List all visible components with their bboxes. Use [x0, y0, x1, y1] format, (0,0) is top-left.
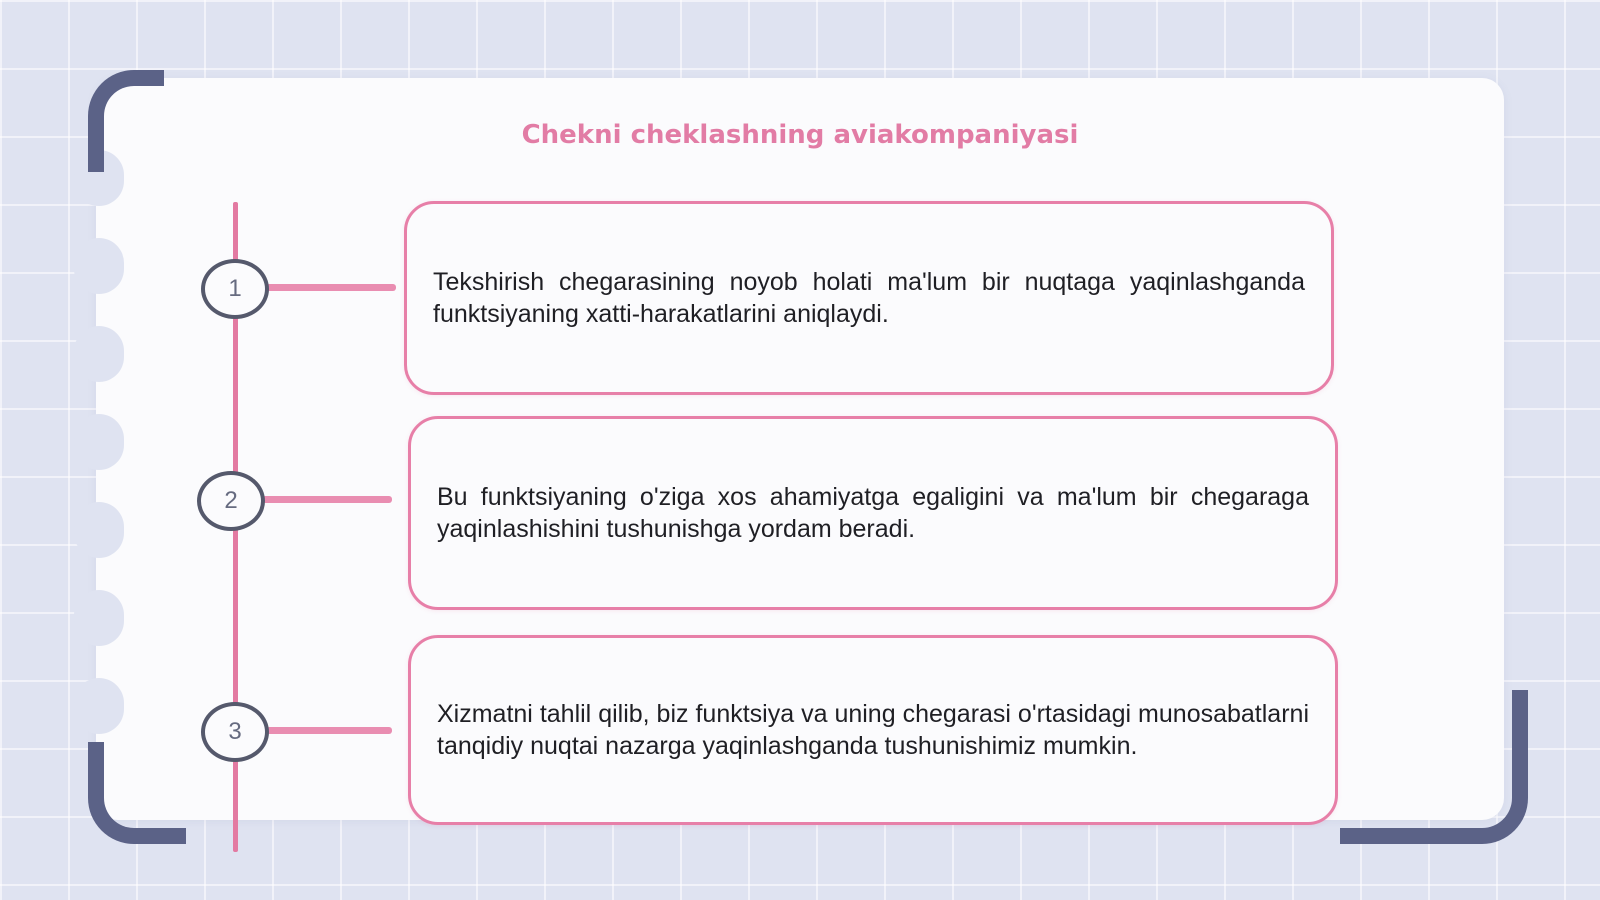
step-number: 2 [224, 487, 238, 514]
timeline-connector [266, 284, 396, 291]
corner-bracket-bottom-right [1340, 690, 1528, 844]
timeline-connector [266, 727, 392, 734]
corner-bracket-bottom-left [88, 742, 186, 844]
step-number-badge [201, 702, 269, 762]
step-card [404, 201, 1334, 395]
notebook-scallop [74, 238, 124, 294]
step-number-badge [197, 471, 265, 531]
step-number: 3 [228, 718, 242, 745]
step-number: 1 [228, 275, 242, 302]
step-card [408, 416, 1338, 610]
step-text: Tekshirish chegarasining noyob holati ma'lum bir nuqtaga yaqinlashganda funktsiyaning xatti-harakatlarini aniqlaydi. [433, 268, 1305, 328]
notebook-scallop [74, 502, 124, 558]
notebook-scallop [74, 678, 124, 734]
step-number-badge [201, 259, 269, 319]
step-text: Bu funktsiyaning o'ziga xos ahamiyatga egaligini va ma'lum bir chegaraga yaqinlashishini tushunishga yordam beradi. [437, 483, 1309, 543]
slide-title: Chekni cheklashning aviakompaniyasi [521, 120, 1079, 150]
step-card [408, 635, 1338, 825]
notebook-scallop [74, 414, 124, 470]
notebook-scallop [74, 590, 124, 646]
step-text: Xizmatni tahlil qilib, biz funktsiya va uning chegarasi o'rtasidagi munosabatlarni tanqidiy nuqtai nazarga yaqinlashganda tushunishimiz mumkin. [437, 700, 1309, 760]
timeline-connector [262, 496, 392, 503]
notebook-scallop [74, 326, 124, 382]
